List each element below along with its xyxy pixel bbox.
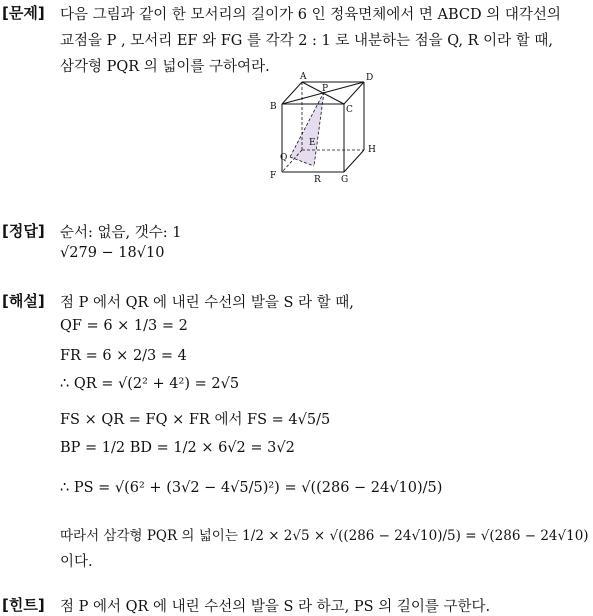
- solution-eq-4: FS × QR = FQ × FR 에서 FS = 4√5/5: [60, 412, 331, 428]
- solution-intro: 점 P 에서 QR 에 내린 수선의 발을 S 라 할 때,: [60, 295, 354, 311]
- solution-eq-5: BP = 1/2 BD = 1/2 × 6√2 = 3√2: [60, 440, 295, 456]
- hint-text: 점 P 에서 QR 에 내린 수선의 발을 S 라 하고, PS 의 길이를 구한다.: [60, 599, 491, 615]
- label-e: E: [309, 138, 316, 148]
- hint-section: [0, 592, 593, 615]
- solution-eq-7: 따라서 삼각형 PQR 의 넓이는 1/2 × 2√5 × √((286 − 24√10)/5) = √(286 − 24√10): [60, 528, 589, 544]
- cube-figure: [262, 72, 402, 187]
- label-f: F: [270, 171, 277, 181]
- solution-section: [0, 288, 593, 578]
- label-r: R: [314, 175, 321, 185]
- answer-section: [0, 218, 593, 268]
- label-d: D: [366, 73, 374, 83]
- problem-line-2: 교점을 P , 모서리 EF 와 FG 를 각각 2 : 1 로 내분하는 점을 Q, R 이라 할 때,: [60, 33, 554, 49]
- solution-eq-3: ∴ QR = √(2² + 4²) = 2√5: [60, 376, 240, 392]
- label-h: H: [368, 145, 376, 155]
- label-p: P: [322, 84, 329, 94]
- label-g: G: [341, 175, 349, 185]
- solution-eq-1: QF = 6 × 1/3 = 2: [60, 318, 188, 334]
- problem-line-3: 삼각형 PQR 의 넓이를 구하여라.: [60, 59, 270, 75]
- answer-line-1: 순서: 없음, 갯수: 1: [60, 225, 182, 241]
- answer-line-2: √279 − 18√10: [60, 245, 165, 261]
- problem-section: [0, 0, 593, 210]
- solution-eq-8: 이다.: [60, 554, 93, 570]
- hint-tag: [힌트]: [2, 596, 45, 614]
- answer-tag: [정답]: [2, 222, 45, 240]
- label-q: Q: [280, 153, 288, 163]
- label-a: A: [300, 72, 307, 82]
- problem-line-1: 다음 그림과 같이 한 모서리의 길이가 6 인 정육면체에서 면 ABCD 의 대각선의: [60, 7, 561, 23]
- solution-tag: [해설]: [2, 292, 45, 310]
- label-c: C: [346, 105, 353, 115]
- label-b: B: [270, 102, 277, 112]
- solution-eq-6: ∴ PS = √(6² + (3√2 − 4√5/5)²) = √((286 − 24√10)/5): [60, 480, 443, 496]
- solution-eq-2: FR = 6 × 2/3 = 4: [60, 348, 187, 364]
- problem-tag: [문제]: [2, 4, 45, 22]
